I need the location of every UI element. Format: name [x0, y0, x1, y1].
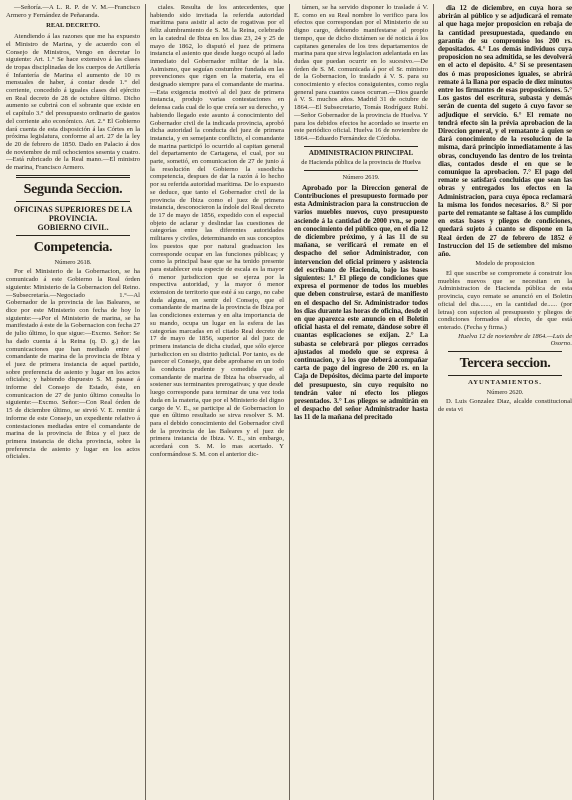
- column-2: [145, 4, 284, 800]
- mayor-text: D. Luis Gonzalez Diaz, alcalde constitucional de esta vi: [438, 398, 572, 414]
- divider: [16, 235, 130, 236]
- admin-subheading: de Hacienda pública de la provincia de Huelva: [301, 159, 421, 167]
- section-title: Segunda Seccion.: [23, 181, 123, 197]
- admin-heading: ADMINISTRACION PRINCIPAL: [308, 148, 414, 157]
- notice-text: Por el Ministerio de la Gobernacion, se ha comunicado á este Gobierno la Real órden siguiente: Ministerio de la Gobernacion del Reino.—Subsecretaría.—Negociado 1.°—Al Gobernador de la provincia de las Baleares, se dice por este Ministerio con fecha de hoy lo siguiente:—«Por el Ministerio de marina, se ha manifestado á este de la Gobernacion con fecha 27 de julio último, lo que sigue:—Excmo. Señor: Se ha dado cuenta á la Reina (q. D. g.) de las comunicaciones que han mediado entre el comandante de marina de la provincia de Ibiza y el juez de primera instancia de aquel partido, sobre preferencia de asiento y lugar en los actos oficiales; y habiendo dispuesto S. M. pasase á informe del Consejo de Estado, éste, en comunicacion de 27 de junio último consulta lo siguiente:—Excmo. Señor:—Con Real órden de 15 de diciembre último, se sirvió V. E. remitir á informe de este Consejo, un expediente relativo á contestaciones mediadas entre el comandante de marina de la provincia de Ibiza y el juez de primera instancia de dicha provincia, sobre la preferencia de asiento y lugar en los actos oficiales.: [6, 268, 141, 461]
- notice-text-continued: ciales. Resulta de los antecedentes, que habiendo sido invitada la referida autoridad marítima para asistir al acto de rogativas por el feliz alumbramiento de S. M. la Reina, celebrado en la catedral de Ibiza en los dias 23, 24 y 25 de mayo de 1862, lo disputó el juez de primera instancia el asiento que desde luego ocupó al lado inmediato del Gobernador militar de la isla. Asimismo, que seguían costumbre fundada en las prevenciones que rigen en la materia, era el designado siempre para el comandante de marina.—Esta exigencia motivó al del juez de primera instancia, produjo varias contestaciones en defensa cada cual de lo que creía ser su derecho, y habiendo llegado este asunto á conocimiento del Gobernador civil de la indicada provincia, aprobó dicha autoridad la conducta del juez de primera instancia, y en semejante conflicto, el comandante de marina participó lo ocurrido al capitan general del departamento de Cartagena, el cual, por su parte, sometió, en comunicacion de 27 de junio á la resolución del Gobierno la susodicha competencia, despues de dar la razón á lo hecho por su referida autoridad marítima. De lo expuesto se deduce, que tanto el Gobernador civil de la provincia de Ibiza como el juez de primera instancia, desconocieron la índole del Real decreto de 17 de mayo de 1856, expedido con el especial objeto de aclarar y deslindar las cuestiones de categorías entre las diferentes autoridades militares y civiles, determinando en sus conceptos los puestos que por natural graduacion les corresponde ocupar en las funciones públicas; y como la principal base que se ha tenido presente para establecer esta especie de escala es la mayor ó menor jurisdiccion que se ejerza por la respectiva autoridad, y la mayor ó menor extension de territorio que esté á su cargo, no cabe duda alguna, en sentir del Consejo, que el comandante de marina de la provincia de Ibiza por las condiciones externas y en alta importancia de su mando, ocupa un lugar en la esfera de las categorías marcadas en el citado Real decreto de 17 de mayo de 1856, superior al del juez de primera instancia de dicha ciudad, que sólo ejerce jurisdiccion en su distrito judicial. Por tanto, es de parecer el Consejo, que debe aprobarse en un todo la conducta prudente y comedida que el comandante de marina de Ibiza ha observado, al sostener sus terminantes prerogativas; y que desde luego corresponde para terminar de una vez toda duda en la materia, que por el Ministerio del digno cargo de V. E., se participe al de Gobernacion lo que en último resultado se sirva resolver S. M. para el debido conocimiento del Gobernador civil de la provincia de las Baleares y el juez de primera instancia de Ibiza. V. E., sin embargo, acordará con S. M. lo mas acertado. Y conformándose S. M. con el anterior dic-: [150, 4, 284, 458]
- office-heading: OFICINAS SUPERIORES DE LA PROVINCIA.: [13, 204, 133, 223]
- divider: [16, 175, 130, 178]
- column-4: [433, 4, 572, 800]
- notice-text-end: támen, se ha servido disponer lo traslade á V. E. como en su Real nombre lo verifico para los efectos que correspondan por el Ministerio de su digno cargo, debiendo manifestarse al propio tiempo, que de dicho dictámen se dé noticia á los capitanes generales de los tres departamentos de marina para que sirva legislacion adelantada en las dudas que puedan ocurrir en lo sucesivo.—De órden de S. M. comunicada á por el Sr. ministro de la Gobernacion, lo traslado á V. S. para su conocimiento y efectos consiguientes, como regla general para cuantos casos ocurran.—Dios guarde á V. S. muchos años. Madrid 31 de octubre de 1864.—El Subsecretario, Tomás Rodríguez Rubí.—Señor Gobernador de la provincia de Huelva. Y para los debidos efectos he acordado se inserte en este periódico oficial. Huelva 16 de noviembre de 1864.—Eduardo Fernández de Córdoba.: [294, 4, 428, 142]
- decree-text: Atendiendo á las razones que me ha expuesto el Ministro de Marina, y de acuerdo con el Consejo de Ministros, Vengo en decretar lo siguiente: Art. 1.° Se hace extensivo á las clases de tropas disciplinadas de los cuerpos de Artillería é Infantería de Marina el aumento de 10 rs mensuales de haber, á contar desde 1.° del corriente, concedido á iguales clases del ejército en Real decreto de 28 de octubre último. Dicho aumento se cubrirá con el sobrante que existe en el capítulo 3.° del presupuesto ordinario de gastos del corriente año económico. Art. 2.° El Gobierno dará cuenta de esta disposición á las Córtes en la próxima legislatura, conforme al art. 27 de la ley de 20 de febrero de 1850. Dado en Palacio á dos de noviembre de mil ochocientos sesenta y cuatro.—Está rubricado de la Real mano.—El ministro de marina, Francisco Armero.: [6, 33, 140, 172]
- office-subheading: GOBIERNO CIVIL.: [37, 222, 109, 232]
- decree-heading: REAL DECRETO.: [46, 22, 100, 30]
- auction-notice: Aprobado por la Direccion general de Contribuciones el presupuesto formado por esta Administracion para la construccion de varios muebles nuevos, cuyo presupuesto asciende á la cantidad de 2000 rvn., se pone en conocimiento del público que, en el dia 12 de diciembre próximo, y á las 11 de su mañana, se verificará el remate en el despacho del señor Administrador, con intervencion del oficial primero y asistencia del escribano de Hacienda, bajo las bases siguientes: 1.° El pliego de condiciones que expresa el pormenor de todos los muebles que deben construirse, estará de manifiesto en el despacho del Sr. Administrador todos los dias durante las horas de oficina, desde el en que aparezca este anuncio en el Boletin oficial hasta el del remate, dándose sobre él cuantas esplicaciones se exijan. 2.° La subasta se celebrará por pliegos cerrados ajustados al modelo que se expresa á continuacion, y á los que deberá acompañar carta de pago del ingreso de 200 rs. en la Caja de Depósitos, décima parte del importe del presupuesto, sin cuyo requisito no tendrán valor ni efecto los pliegos presentados. 3.° Los pliegos se admitirán en el despacho del señor Administrador hasta las 11 de la mañana del precitado: [294, 183, 428, 422]
- model-heading: Modelo de proposicion: [475, 260, 535, 268]
- competencia-title: Competencia.: [33, 239, 113, 255]
- divider: [448, 375, 562, 376]
- notice-number: Número 2619.: [342, 174, 380, 182]
- model-text: El que suscribe se compromete á construir los muebles nuevos que se necesitan en la Administracion de Hacienda pública de esta provincia, cuyo remate se anunció en el Boletin oficial del dia......., en la cantidad de...... (por letras) con sujecion al presupuesto y pliegos de condiciones formados al efecto, de que está enterado. (Fecha y firma.): [438, 270, 572, 331]
- divider: [304, 170, 418, 171]
- column-3: [289, 4, 428, 800]
- divider: [304, 146, 418, 147]
- divider: [448, 351, 562, 352]
- auction-notice-continued: dia 12 de diciembre, en cuya hora se abrirán al público y se adjudicará el remate al que haga mejor proposicion en rebaja de la cantidad presupuestada, quedando en garantía de su compromiso los 200 rs. depositados. 4.° Los demás individuos cuya proposicion no sea admitida, se les devolverá en el acto el depósito. 4.° Si se presentasen dos ó mas proposiciones iguales, se abrirá remate á la llana por espacio de diez minutos entre los firmantes de esas proposiciones. 5.° Los gastos del escritura, subasta y demás serán de cuenta del sugeto á cuyo favor se adjudique el servicio. 6.° El remate no tendrá efecto sin la prévia aprobacion de la Direccion general, y el rematante á quien se dará conocimiento de la resolucion de la misma, dará principio inmediatamente á las obras, concluyendo las dentro de los treinta dias, contados desde el en que se le comunique la aprobacion. 7.° El pago del remate se satisfará concluidas que sean las obras y entregados los efectos en la Administracion, para cuya época reclamará la misma los fondos necesarios. 8.° Si por parte del rematante se faltase á los cumplido en estas bases y pliegos de condiciones, quedará sujeto á cuanto se dispone en la Real órden de 27 de febrero de 1852 é Instruccion del 15 de setiembre del mismo año.: [438, 4, 572, 259]
- divider: [16, 201, 130, 202]
- ayuntamientos-heading: AYUNTAMIENTOS.: [468, 379, 542, 387]
- signature-line: Huelva 12 de noviembre de 1864.—Luis de Osorno.: [458, 332, 572, 348]
- notice-number: Número 2620.: [486, 388, 524, 396]
- section-title: Tercera seccion.: [459, 356, 551, 372]
- prior-text: —Señoría.—A L. R. P. de V. M.—Francisco Armero y Fernández de Peñaranda.: [6, 4, 140, 19]
- notice-number: Número 2618.: [54, 258, 92, 266]
- column-1: [6, 4, 140, 800]
